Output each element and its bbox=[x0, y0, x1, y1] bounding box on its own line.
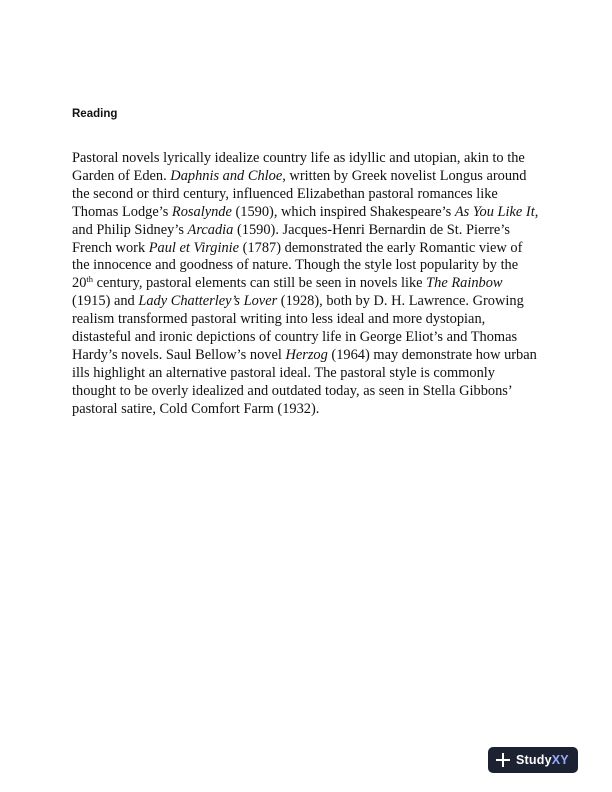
studyxy-badge[interactable] bbox=[488, 747, 578, 773]
text-run: , written by Greek novelist Longus around the second or third century, influenced Elizabethan pastoral romances like Thomas Lodge’s bbox=[72, 167, 527, 220]
book-title: As You Like It bbox=[454, 203, 535, 220]
text-run: , and Philip Sidney’s bbox=[72, 203, 539, 238]
text-run: (1928), both by D. H. Lawrence. Growing realism transformed pastoral writing into less ideal and more dystopian, distasteful and ironic depictions of country life in George Eliot’s and Thomas Hardy’s novels. Saul Bellow’s novel bbox=[72, 293, 524, 363]
text-run: Pastoral novels lyrically idealize country life as idyllic and utopian, akin to the Garden of Eden. bbox=[72, 150, 525, 184]
badge-label-accent: XY bbox=[551, 753, 569, 767]
book-title: Herzog bbox=[285, 346, 328, 363]
book-title: Rosalynde bbox=[171, 203, 232, 220]
book-title: Daphnis and Chloe bbox=[170, 167, 283, 184]
text-run: (1964) may demonstrate how urban ills highlight an alternative pastoral ideal. The pastoral style is commonly thought to be overly idealized and outdated today, as seen in Stella Gibbons’ pastoral satire, Cold Comfort Farm (1932). bbox=[72, 346, 537, 417]
book-title: The Rainbow bbox=[426, 275, 503, 292]
badge-label-main: Study bbox=[516, 753, 552, 767]
text-run: (1590), which inspired Shakespeare’s bbox=[231, 203, 455, 220]
text-run: century, pastoral elements can still be seen in novels like bbox=[93, 275, 427, 292]
ordinal-superscript: th bbox=[86, 274, 94, 285]
book-title: Paul et Virginie bbox=[148, 239, 240, 256]
section-heading: Reading bbox=[72, 108, 118, 120]
badge-label bbox=[516, 753, 569, 767]
text-run: (1590). Jacques-Henri Bernardin de St. Pierre’s French work bbox=[72, 221, 510, 256]
text-run: (1787) demonstrated the early Romantic view of the innocence and goodness of nature. Though the style lost popularity by the 20 bbox=[72, 239, 523, 292]
text-run: (1915) and bbox=[72, 293, 139, 310]
reading-paragraph bbox=[72, 150, 540, 419]
plus-icon bbox=[494, 751, 512, 769]
book-title: Lady Chatterley’s Lover bbox=[138, 293, 278, 310]
book-title: Arcadia bbox=[187, 221, 234, 238]
